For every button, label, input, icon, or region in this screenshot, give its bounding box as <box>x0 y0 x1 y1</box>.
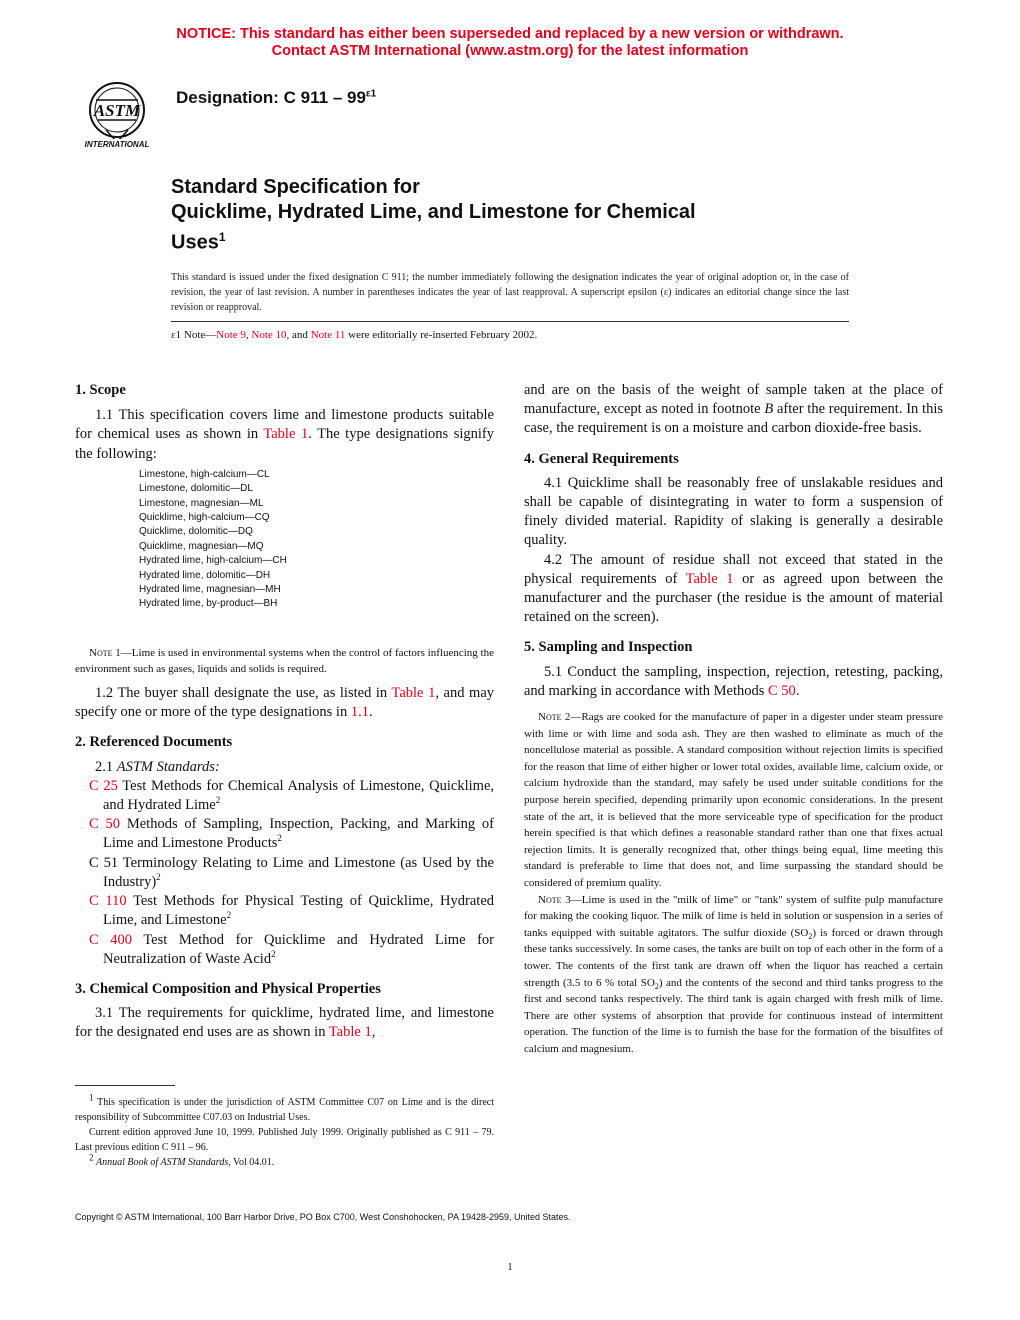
notice-line-2: Contact ASTM International (www.astm.org) for the latest information <box>271 43 749 59</box>
ref-c51: C 51 Terminology Relating to Lime and Limestone (as Used by the Industry)$^2$ <box>89 854 494 890</box>
svg-text:INTERNATIONAL: INTERNATIONAL <box>84 140 150 149</box>
paragraph-4-2: 4.2 The amount of residue shall not exceed that stated in the physical requirements of Table 1 or as agreed upon between the manufacturer and the purchaser (the residue is the amount of material retained on the screen). <box>524 551 943 626</box>
link-note-9[interactable]: Note 9 <box>216 329 246 341</box>
link-table-1[interactable]: Table 1 <box>391 685 436 702</box>
list-item: Quicklime, dolomitic—DQ <box>139 526 253 538</box>
section-3-heading: 3. Chemical Composition and Physical Properties <box>75 980 381 997</box>
copyright: Copyright © ASTM International, 100 Barr Harbor Drive, PO Box C700, West Conshohocken, PA 19428-2959, United States. <box>75 1212 571 1222</box>
note-2: Note 2—Rags are cooked for the manufacture of paper in a digester under steam pressure with lime or with lime and soda ash. They are then washed to eliminate as much of the noncellulose material as possible. A standard composition without rejection limits is specified for the reason that lime of either higher or lower total oxides, available lime, calcium oxide, or calcium hydroxide than the standard, may safely be used under suitable conditions for the purpose herein specified, depending primarily upon economic considerations. In the present state of the art, it is believed that the more serviceable type of specification for the product herein specified is that which defines a reasonable standard rather than one that fixes actual rejection limits. It is generally recognized that, other things being equal, lime meeting this standard is preferable to lime that does not, and lime surpassing the standard should be considered of premium quality. <box>524 711 943 889</box>
link-c110[interactable]: C 110 <box>89 893 127 910</box>
ref-c50: C 50 Methods of Sampling, Inspection, Packing, and Marking of Lime and Limestone Products$^2$ <box>89 816 495 852</box>
title-line-1: Standard Specification for <box>171 176 420 198</box>
list-item: Limestone, magnesian—ML <box>139 497 264 509</box>
section-1-heading: 1. Scope <box>75 382 126 398</box>
link-c25[interactable]: C 25 <box>89 777 118 794</box>
footnote-1b: Current edition approved June 10, 1999. Published July 1999. Originally published as C 911 – 79. Last previous edition C 911 – 96. <box>75 1127 494 1153</box>
paragraph-3-1-cont: and are on the basis of the weight of sample taken at the place of manufacture, except as noted in footnote B after the requirement. In this case, the requirement is on a moisture and carbon dioxide-free basis. <box>524 382 944 437</box>
link-c50[interactable]: C 50 <box>89 816 121 833</box>
list-item: Hydrated lime, high-calcium—CH <box>139 555 287 567</box>
link-note-10[interactable]: Note 10 <box>251 329 287 341</box>
section-2-heading: 2. Referenced Documents <box>75 734 233 751</box>
issue-statement: This standard is issued under the fixed designation C 911; the number immediately following the designation indicates the year of original adoption or, in the case of revision, the year of last revision. A number in parentheses indicates the year of last reapproval. A superscript epsilon (ε) indicates an editorial change since the last revision or reapproval. <box>171 272 849 313</box>
designation-text: Designation: C 911 – 99 <box>176 88 366 107</box>
designation <box>176 88 376 108</box>
section-4-heading: 4. General Requirements <box>524 450 679 467</box>
ref-c110: C 110 Test Methods for Physical Testing of Quicklime, Hydrated Lime, and Limestone$^2$ <box>89 893 495 929</box>
paragraph-2-1: 2.1 ASTM Standards: <box>95 758 220 775</box>
paragraph-3-1: 3.1 The requirements for quicklime, hydrated lime, and limestone for the designated end uses are as shown in Table 1, <box>75 1005 494 1041</box>
list-item: Hydrated lime, by-product—BH <box>139 598 278 610</box>
left-column <box>75 381 494 1043</box>
editorial-note: ε1 Note—Note 9, Note 10, and Note 11 were editorially re-inserted February 2002. <box>171 329 538 341</box>
paragraph-5-1: 5.1 Conduct the sampling, inspection, rejection, retesting, packing, and marking in accordance with Methods C 50. <box>524 663 943 699</box>
link-table-1[interactable]: Table 1 <box>685 570 734 587</box>
link-table-1[interactable]: Table 1 <box>263 426 309 443</box>
list-item: Hydrated lime, magnesian—MH <box>139 584 281 596</box>
footnote-2: $^2$ Annual Book of ASTM Standards, Vol 04.01. <box>89 1152 275 1168</box>
type-designation-list <box>75 468 494 612</box>
ref-c25: C 25 Test Methods for Chemical Analysis of Limestone, Quicklime, and Hydrated Lime$^2$ <box>89 777 495 814</box>
ref-c400: C 400 Test Method for Quicklime and Hydrated Lime for Neutralization of Waste Acid$^2$ <box>89 931 495 967</box>
right-column <box>524 381 943 1058</box>
list-item: Limestone, dolomitic—DL <box>139 483 253 495</box>
title-line-3: Uses$^1$ <box>171 230 226 254</box>
title-footnote-ref[interactable]: 1 <box>218 230 226 244</box>
paragraph-1-1: 1.1 This specification covers lime and limestone products suitable for chemical uses as shown in Table 1. The type designations signify the following: <box>75 407 494 462</box>
link-table-1[interactable]: Table 1 <box>328 1024 372 1041</box>
title-line-2: Quicklime, Hydrated Lime, and Limestone for Chemical <box>171 201 696 223</box>
svg-text:ASTM: ASTM <box>93 101 141 120</box>
page-number: 1 <box>507 1261 513 1273</box>
footnotes <box>75 1092 494 1170</box>
astm-logo-mark <box>90 83 144 142</box>
link-c400[interactable]: C 400 <box>89 931 133 948</box>
section-5-heading: 5. Sampling and Inspection <box>524 639 693 656</box>
list-item: Hydrated lime, dolomitic—DH <box>139 569 271 581</box>
paragraph-4-1: 4.1 Quicklime shall be reasonably free of unslakable residues and shall be capable of disintegrating in water to form a suspension of finely divided material. Rapidity of slaking is generally a desirable quality. <box>524 474 943 549</box>
list-item: Quicklime, magnesian—MQ <box>139 540 264 552</box>
header-rule <box>171 321 849 322</box>
note-3: Note 3—Lime is used in the "milk of lime" or "tank" system of sulfite pulp manufacture for making the cooking liquor. The milk of lime is held in solution or suspension in a series of tanks equipped with suitable agitators. The sulfur dioxide $(SO_2)$ is forced or drawn through these tanks successively. In some cases, the tanks are built on top of each other in the form of a tower. The contents of the first tank are drawn off when the liquor has reached a certain strength (3.5 to 6 % total $SO_2$) and the contents of the second and third tanks progress to the first and second tanks respectively. The third tank is again charged with fresh milk of lime. There are other systems of absorption that provide for continuous instead of intermittent operation. The function of the lime is to furnish the base for the formation of the bisulfites of calcium and magnesium. <box>524 893 943 1055</box>
paragraph-1-2: 1.2 The buyer shall designate the use, as listed in Table 1, and may specify one or more of the type designations in 1.1. <box>75 685 495 721</box>
note-1: Note 1—Lime is used in environmental systems when the control of factors influencing the environment such as gases, liquids and solids is required. <box>75 646 494 676</box>
list-item: Quicklime, high-calcium—CQ <box>139 512 270 524</box>
withdrawal-notice <box>0 26 1020 60</box>
footnote-1: $^1$ This specification is under the jurisdiction of ASTM Committee C07 on Lime and is the direct responsibility of Subcommittee C07.03 on Industrial Uses. <box>75 1092 494 1123</box>
footnote-rule <box>75 1085 175 1086</box>
document-title <box>171 175 851 256</box>
designation-epsilon: ε1 <box>365 88 377 100</box>
notice-line-1: NOTICE: This standard has either been superseded and replaced by a new version or withdrawn. <box>176 26 844 42</box>
link-c50[interactable]: C 50 <box>768 682 796 699</box>
link-section-1-1[interactable]: 1.1 <box>350 704 369 721</box>
link-note-11[interactable]: Note 11 <box>310 329 346 341</box>
list-item: Limestone, high-calcium—CL <box>139 468 270 480</box>
astm-logo <box>76 80 158 150</box>
